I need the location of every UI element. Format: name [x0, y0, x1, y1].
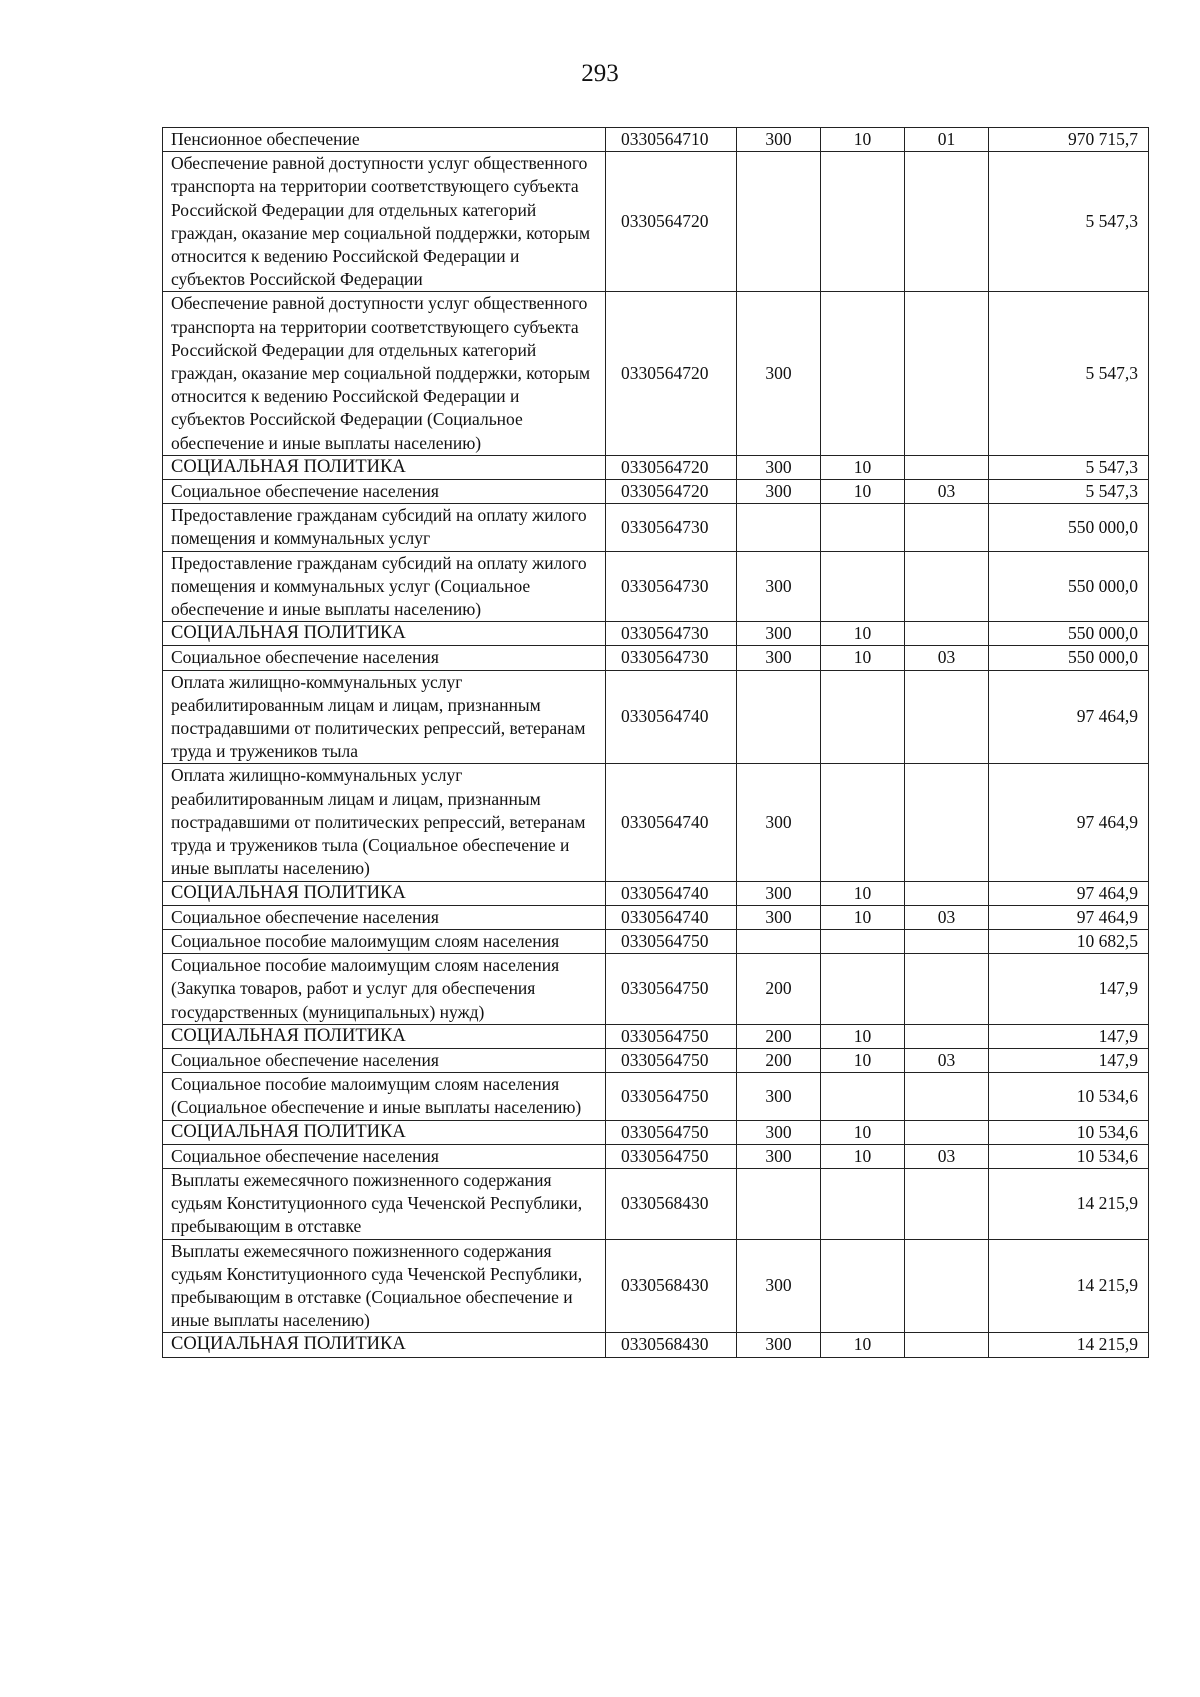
row-code-cell: 0330564730 — [606, 646, 737, 670]
row-section-cell — [821, 1168, 905, 1239]
page-number: 293 — [581, 60, 619, 87]
row-name-cell: Социальное обеспечение населения — [163, 646, 606, 670]
table-row — [163, 764, 1149, 881]
row-expense-type-cell: 200 — [737, 1048, 821, 1072]
row-section-cell: 10 — [821, 622, 905, 646]
row-amount-cell: 5 547,3 — [989, 480, 1149, 504]
table-row — [163, 152, 1149, 292]
row-amount-cell: 97 464,9 — [989, 881, 1149, 905]
row-section-cell — [821, 152, 905, 292]
row-subsection-cell: 03 — [905, 646, 989, 670]
row-name-cell: Социальное обеспечение населения — [163, 480, 606, 504]
row-amount-cell: 10 534,6 — [989, 1073, 1149, 1120]
row-section-cell — [821, 670, 905, 764]
row-amount-cell: 5 547,3 — [989, 455, 1149, 479]
row-expense-type-cell — [737, 670, 821, 764]
row-code-cell: 0330564750 — [606, 1024, 737, 1048]
row-section-cell: 10 — [821, 1120, 905, 1144]
row-name-cell: СОЦИАЛЬНАЯ ПОЛИТИКА — [163, 881, 606, 905]
row-amount-cell: 97 464,9 — [989, 670, 1149, 764]
row-subsection-cell — [905, 954, 989, 1025]
row-section-cell: 10 — [821, 1048, 905, 1072]
row-subsection-cell — [905, 504, 989, 551]
row-subsection-cell — [905, 1168, 989, 1239]
row-code-cell: 0330564730 — [606, 504, 737, 551]
row-code-cell: 0330564720 — [606, 455, 737, 479]
row-code-cell: 0330564750 — [606, 1048, 737, 1072]
row-name-cell: Выплаты ежемесячного пожизненного содержания судьям Конституционного суда Чеченской Республики, пребывающим в отставке — [163, 1168, 606, 1239]
row-section-cell: 10 — [821, 480, 905, 504]
row-amount-cell: 970 715,7 — [989, 128, 1149, 152]
row-subsection-cell — [905, 551, 989, 622]
row-expense-type-cell — [737, 504, 821, 551]
row-name-cell: Социальное пособие малоимущим слоям населения (Закупка товаров, работ и услуг для обеспечения государственных (муниципальных) нужд) — [163, 954, 606, 1025]
row-code-cell: 0330568430 — [606, 1239, 737, 1333]
row-amount-cell: 147,9 — [989, 954, 1149, 1025]
row-amount-cell: 97 464,9 — [989, 905, 1149, 929]
row-amount-cell: 550 000,0 — [989, 504, 1149, 551]
row-name-cell: СОЦИАЛЬНАЯ ПОЛИТИКА — [163, 1024, 606, 1048]
table-row — [163, 881, 1149, 905]
row-code-cell: 0330564740 — [606, 881, 737, 905]
row-subsection-cell — [905, 670, 989, 764]
row-amount-cell: 550 000,0 — [989, 551, 1149, 622]
table-row — [163, 1073, 1149, 1120]
row-amount-cell: 5 547,3 — [989, 152, 1149, 292]
row-expense-type-cell: 300 — [737, 1239, 821, 1333]
table-row — [163, 1120, 1149, 1144]
table-row — [163, 551, 1149, 622]
row-expense-type-cell: 300 — [737, 881, 821, 905]
table-row — [163, 646, 1149, 670]
table-row — [163, 1144, 1149, 1168]
row-subsection-cell: 03 — [905, 480, 989, 504]
row-amount-cell: 550 000,0 — [989, 622, 1149, 646]
row-section-cell: 10 — [821, 128, 905, 152]
row-section-cell: 10 — [821, 1333, 905, 1357]
row-amount-cell: 147,9 — [989, 1024, 1149, 1048]
row-section-cell — [821, 954, 905, 1025]
row-code-cell: 0330564740 — [606, 764, 737, 881]
row-code-cell: 0330568430 — [606, 1168, 737, 1239]
table-row — [163, 670, 1149, 764]
row-expense-type-cell: 300 — [737, 764, 821, 881]
row-code-cell: 0330568430 — [606, 1333, 737, 1357]
row-name-cell: Предоставление гражданам субсидий на оплату жилого помещения и коммунальных услуг (Социальное обеспечение и иные выплаты населению) — [163, 551, 606, 622]
row-amount-cell: 147,9 — [989, 1048, 1149, 1072]
row-expense-type-cell: 300 — [737, 292, 821, 455]
row-code-cell: 0330564750 — [606, 1120, 737, 1144]
row-amount-cell: 550 000,0 — [989, 646, 1149, 670]
row-expense-type-cell: 200 — [737, 954, 821, 1025]
row-name-cell: СОЦИАЛЬНАЯ ПОЛИТИКА — [163, 455, 606, 479]
row-expense-type-cell: 300 — [737, 128, 821, 152]
table-row — [163, 1024, 1149, 1048]
table-row — [163, 1333, 1149, 1357]
row-section-cell: 10 — [821, 1144, 905, 1168]
row-name-cell: Оплата жилищно-коммунальных услуг реабилитированным лицам и лицам, признанным пострадавшими от политических репрессий, ветеранам труда и тружеников тыла — [163, 670, 606, 764]
row-subsection-cell — [905, 455, 989, 479]
row-name-cell: Предоставление гражданам субсидий на оплату жилого помещения и коммунальных услуг — [163, 504, 606, 551]
row-amount-cell: 10 682,5 — [989, 929, 1149, 953]
table-row — [163, 292, 1149, 455]
row-subsection-cell — [905, 764, 989, 881]
table-row — [163, 954, 1149, 1025]
table-row — [163, 480, 1149, 504]
row-code-cell: 0330564720 — [606, 480, 737, 504]
table-row — [163, 1168, 1149, 1239]
row-subsection-cell — [905, 1333, 989, 1357]
row-name-cell: Выплаты ежемесячного пожизненного содержания судьям Конституционного суда Чеченской Республики, пребывающим в отставке (Социальное обеспечение и иные выплаты населению) — [163, 1239, 606, 1333]
row-amount-cell: 10 534,6 — [989, 1120, 1149, 1144]
row-code-cell: 0330564750 — [606, 1144, 737, 1168]
row-subsection-cell: 03 — [905, 1144, 989, 1168]
row-expense-type-cell: 300 — [737, 1120, 821, 1144]
row-name-cell: СОЦИАЛЬНАЯ ПОЛИТИКА — [163, 1120, 606, 1144]
table-row — [163, 929, 1149, 953]
row-section-cell — [821, 551, 905, 622]
row-subsection-cell — [905, 622, 989, 646]
row-expense-type-cell: 300 — [737, 1144, 821, 1168]
row-section-cell: 10 — [821, 646, 905, 670]
row-section-cell — [821, 929, 905, 953]
row-name-cell: Социальное пособие малоимущим слоям населения — [163, 929, 606, 953]
table-row — [163, 504, 1149, 551]
row-subsection-cell — [905, 1239, 989, 1333]
row-section-cell — [821, 292, 905, 455]
row-amount-cell: 14 215,9 — [989, 1239, 1149, 1333]
row-amount-cell: 14 215,9 — [989, 1168, 1149, 1239]
row-code-cell: 0330564710 — [606, 128, 737, 152]
table-row — [163, 128, 1149, 152]
row-name-cell: Обеспечение равной доступности услуг общественного транспорта на территории соответствующего субъекта Российской Федерации для отдельных категорий граждан, оказание мер социальной поддержки, которым относится к ведению Российской Федерации и субъектов Российской Федерации (Социальное обеспечение и иные выплаты населению) — [163, 292, 606, 455]
row-expense-type-cell: 300 — [737, 1073, 821, 1120]
row-code-cell: 0330564730 — [606, 622, 737, 646]
row-name-cell: Социальное обеспечение населения — [163, 1048, 606, 1072]
row-name-cell: Социальное пособие малоимущим слоям населения (Социальное обеспечение и иные выплаты населению) — [163, 1073, 606, 1120]
row-subsection-cell — [905, 292, 989, 455]
row-name-cell: Пенсионное обеспечение — [163, 128, 606, 152]
row-name-cell: СОЦИАЛЬНАЯ ПОЛИТИКА — [163, 622, 606, 646]
row-section-cell: 10 — [821, 905, 905, 929]
table-row — [163, 455, 1149, 479]
row-expense-type-cell: 300 — [737, 551, 821, 622]
row-subsection-cell — [905, 881, 989, 905]
row-amount-cell: 5 547,3 — [989, 292, 1149, 455]
row-code-cell: 0330564740 — [606, 905, 737, 929]
row-section-cell — [821, 1239, 905, 1333]
row-expense-type-cell: 300 — [737, 622, 821, 646]
row-subsection-cell — [905, 1073, 989, 1120]
row-expense-type-cell: 300 — [737, 905, 821, 929]
row-expense-type-cell: 300 — [737, 1333, 821, 1357]
row-expense-type-cell: 300 — [737, 646, 821, 670]
row-section-cell — [821, 504, 905, 551]
row-code-cell: 0330564730 — [606, 551, 737, 622]
row-code-cell: 0330564750 — [606, 954, 737, 1025]
row-code-cell: 0330564720 — [606, 292, 737, 455]
row-subsection-cell: 03 — [905, 905, 989, 929]
row-expense-type-cell — [737, 1168, 821, 1239]
row-subsection-cell — [905, 1024, 989, 1048]
row-code-cell: 0330564720 — [606, 152, 737, 292]
row-expense-type-cell: 300 — [737, 455, 821, 479]
row-section-cell: 10 — [821, 455, 905, 479]
row-expense-type-cell: 300 — [737, 480, 821, 504]
row-amount-cell: 14 215,9 — [989, 1333, 1149, 1357]
table-row — [163, 1048, 1149, 1072]
row-expense-type-cell: 200 — [737, 1024, 821, 1048]
row-code-cell: 0330564750 — [606, 1073, 737, 1120]
row-subsection-cell: 03 — [905, 1048, 989, 1072]
row-amount-cell: 97 464,9 — [989, 764, 1149, 881]
row-section-cell: 10 — [821, 1024, 905, 1048]
row-name-cell: Обеспечение равной доступности услуг общественного транспорта на территории соответствующего субъекта Российской Федерации для отдельных категорий граждан, оказание мер социальной поддержки, которым относится к ведению Российской Федерации и субъектов Российской Федерации — [163, 152, 606, 292]
table-row — [163, 905, 1149, 929]
row-name-cell: Оплата жилищно-коммунальных услуг реабилитированным лицам и лицам, признанным пострадавшими от политических репрессий, ветеранам труда и тружеников тыла (Социальное обеспечение и иные выплаты населению) — [163, 764, 606, 881]
row-expense-type-cell — [737, 929, 821, 953]
row-expense-type-cell — [737, 152, 821, 292]
row-code-cell: 0330564740 — [606, 670, 737, 764]
table-body — [163, 128, 1149, 1358]
row-amount-cell: 10 534,6 — [989, 1144, 1149, 1168]
table-row — [163, 622, 1149, 646]
row-code-cell: 0330564750 — [606, 929, 737, 953]
row-subsection-cell — [905, 1120, 989, 1144]
table-row — [163, 1239, 1149, 1333]
row-subsection-cell: 01 — [905, 128, 989, 152]
row-section-cell: 10 — [821, 881, 905, 905]
row-name-cell: Социальное обеспечение населения — [163, 905, 606, 929]
row-subsection-cell — [905, 152, 989, 292]
row-subsection-cell — [905, 929, 989, 953]
row-section-cell — [821, 1073, 905, 1120]
row-section-cell — [821, 764, 905, 881]
row-name-cell: СОЦИАЛЬНАЯ ПОЛИТИКА — [163, 1333, 606, 1357]
budget-table — [162, 127, 1149, 1358]
row-name-cell: Социальное обеспечение населения — [163, 1144, 606, 1168]
